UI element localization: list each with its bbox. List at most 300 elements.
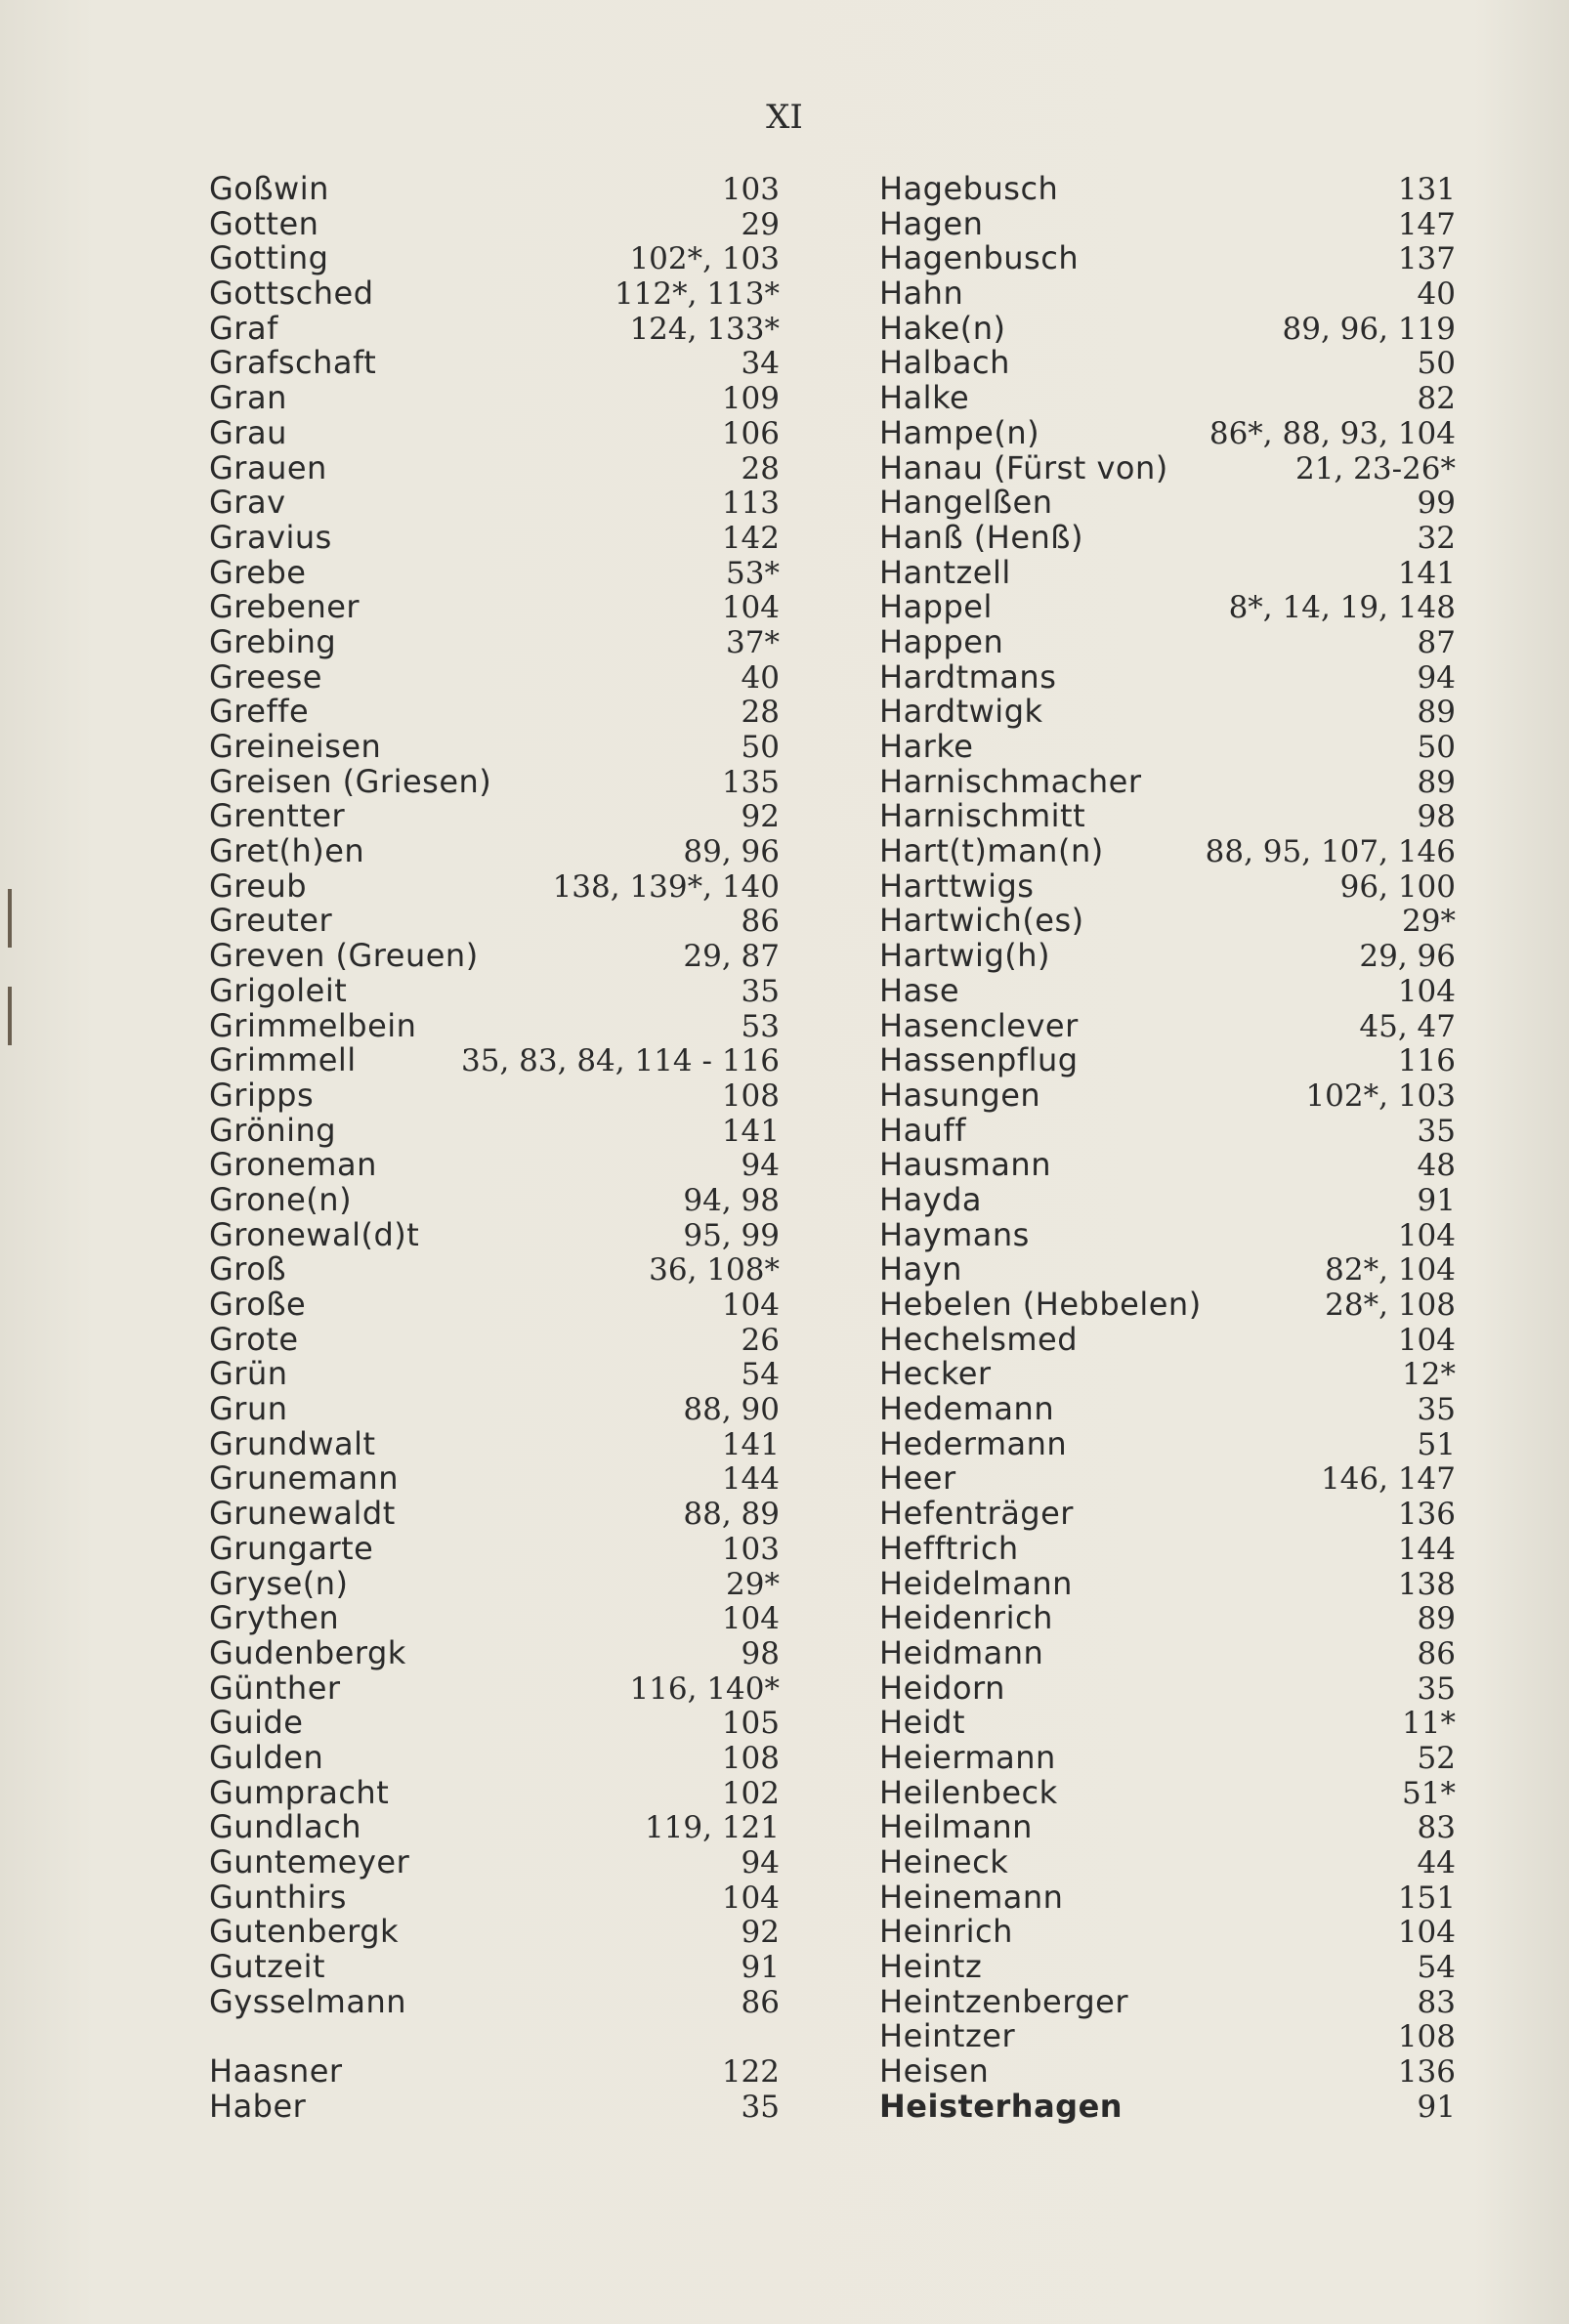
entry-name: Grimmell <box>209 1041 357 1079</box>
index-entry <box>209 1215 780 1253</box>
entry-name: Haasner <box>209 2052 343 2091</box>
index-entry <box>209 204 780 242</box>
entry-name: Heiermann <box>879 1738 1056 1776</box>
entry-name: Günther <box>209 1669 341 1707</box>
index-entry <box>879 1950 1456 1985</box>
index-entry <box>879 834 1456 869</box>
entry-name: Heilenbeck <box>879 1773 1058 1811</box>
index-entry <box>879 204 1456 242</box>
entry-name: Gundlach <box>209 1808 362 1846</box>
entry-pages: 34 <box>741 346 780 382</box>
entry-pages: 12* <box>1402 1357 1456 1393</box>
entry-name: Heinrich <box>879 1913 1013 1951</box>
entry-pages: 44 <box>1417 1845 1456 1880</box>
index-entry <box>209 486 780 521</box>
entry-name: Happen <box>879 622 1004 660</box>
index-entry <box>879 904 1456 939</box>
entry-name: Grebener <box>209 588 360 626</box>
entry-pages: 45, 47 <box>1359 1008 1456 1044</box>
entry-pages: 29, 96 <box>1359 939 1456 975</box>
entry-name: Grungarte <box>209 1529 374 1567</box>
entry-name: Grunemann <box>209 1459 400 1498</box>
index-entry <box>209 2054 780 2090</box>
entry-pages: 116 <box>1397 1043 1456 1079</box>
entry-pages: 29, 87 <box>683 939 780 975</box>
index-entry <box>209 413 780 451</box>
entry-pages: 50 <box>1417 730 1456 765</box>
entry-name: Grebe <box>209 553 307 591</box>
entry-pages: 104 <box>1397 973 1456 1009</box>
entry-pages: 35 <box>1417 1113 1456 1149</box>
index-entry <box>879 1845 1456 1880</box>
entry-name: Hagebusch <box>879 170 1059 207</box>
entry-pages: 104 <box>721 1880 780 1916</box>
entry-pages: 122 <box>721 2054 780 2091</box>
index-entry <box>209 518 780 556</box>
index-entry <box>879 1529 1456 1567</box>
entry-name: Greven (Greuen) <box>209 937 479 975</box>
entry-name: Halke <box>879 379 970 417</box>
entry-pages: 50 <box>741 730 780 765</box>
entry-pages: 94 <box>1417 659 1456 696</box>
section-gap <box>209 2019 780 2054</box>
entry-pages: 104 <box>721 1601 780 1637</box>
entry-name: Hasenclever <box>879 1006 1079 1044</box>
index-entry <box>209 1564 780 1602</box>
entry-name: Heidenrich <box>879 1599 1053 1637</box>
entry-pages: 28*, 108 <box>1325 1288 1456 1323</box>
index-entry <box>879 518 1456 556</box>
entry-pages: 54 <box>741 1357 780 1393</box>
entry-name: Grau <box>209 413 287 451</box>
entry-pages: 53 <box>741 1008 780 1044</box>
entry-pages: 106 <box>721 415 780 451</box>
index-entry <box>879 448 1456 486</box>
entry-pages: 87 <box>1417 624 1456 660</box>
entry-pages: 137 <box>1397 241 1456 277</box>
entry-name: Graf <box>209 309 278 347</box>
entry-name: Groß <box>209 1250 286 1289</box>
entry-pages: 104 <box>1397 1217 1456 1253</box>
index-entry <box>209 762 780 800</box>
entry-name: Gröning <box>209 1111 337 1149</box>
index-entry <box>879 866 1456 905</box>
index-entry <box>209 1633 780 1671</box>
entry-name: Greuter <box>209 902 333 940</box>
index-entry <box>209 1982 780 2020</box>
index-entry <box>209 346 780 381</box>
index-entry <box>209 309 780 347</box>
entry-pages: 119, 121 <box>644 1810 780 1846</box>
entry-name: Greineisen <box>209 728 382 765</box>
index-entry <box>879 1880 1456 1916</box>
entry-name: Greisen (Griesen) <box>209 762 492 800</box>
entry-pages: 89, 96 <box>683 834 780 870</box>
entry-name: Hart(t)man(n) <box>879 832 1104 870</box>
index-entry <box>879 1392 1456 1427</box>
entry-name: Gotting <box>209 239 329 277</box>
entry-pages: 86 <box>741 904 780 940</box>
index-entry <box>209 1461 780 1497</box>
entry-pages: 151 <box>1397 1880 1456 1916</box>
entry-name: Hedemann <box>879 1390 1055 1428</box>
entry-pages: 136 <box>1397 1497 1456 1533</box>
entry-pages: 28 <box>741 450 780 486</box>
entry-name: Gret(h)en <box>209 832 365 870</box>
entry-pages: 105 <box>721 1706 780 1742</box>
index-entry <box>209 1810 780 1845</box>
index-entry <box>209 971 780 1009</box>
entry-pages: 35 <box>741 973 780 1009</box>
index-entry <box>209 1424 780 1462</box>
entry-name: Hayn <box>879 1250 962 1289</box>
entry-pages: 82*, 104 <box>1325 1252 1456 1289</box>
entry-name: Gravius <box>209 518 332 556</box>
entry-name: Hefftrich <box>879 1529 1019 1567</box>
entry-pages: 138 <box>1397 1566 1456 1602</box>
entry-pages: 96, 100 <box>1339 868 1456 905</box>
entry-pages: 116, 140* <box>629 1670 780 1707</box>
entry-pages: 144 <box>1397 1531 1456 1567</box>
entry-name: Heidelmann <box>879 1564 1073 1602</box>
index-entry <box>209 172 780 207</box>
entry-name: Hartwig(h) <box>879 937 1050 975</box>
entry-name: Heineck <box>879 1843 1009 1880</box>
index-entry <box>879 695 1456 730</box>
index-entry <box>209 590 780 625</box>
entry-name: Heintz <box>879 1948 983 1986</box>
entry-name: Greese <box>209 657 322 696</box>
entry-pages: 32 <box>1417 520 1456 556</box>
index-entry <box>209 1497 780 1532</box>
entry-pages: 108 <box>721 1740 780 1776</box>
entry-pages: 146, 147 <box>1320 1461 1456 1498</box>
entry-pages: 108 <box>1397 2019 1456 2055</box>
index-entry <box>209 622 780 660</box>
index-entry <box>209 1078 780 1114</box>
entry-name: Gutenbergk <box>209 1913 400 1951</box>
entry-name: Grone(n) <box>209 1180 353 1218</box>
index-entry <box>879 2054 1456 2090</box>
entry-name: Gottsched <box>209 275 374 313</box>
entry-pages: 86 <box>741 1984 780 2020</box>
index-entry <box>879 1288 1456 1323</box>
entry-name: Heintzenberger <box>879 1982 1128 2020</box>
index-entry <box>879 1043 1456 1078</box>
entry-name: Heer <box>879 1459 956 1498</box>
entry-name: Hahn <box>879 275 964 313</box>
entry-pages: 102 <box>721 1775 780 1811</box>
index-entry <box>209 695 780 730</box>
entry-pages: 98 <box>1417 799 1456 835</box>
entry-pages: 35 <box>1417 1392 1456 1428</box>
entry-pages: 104 <box>721 1288 780 1323</box>
index-entry <box>209 1601 780 1636</box>
entry-pages: 136 <box>1397 2054 1456 2091</box>
entry-name: Hayda <box>879 1180 983 1218</box>
entry-pages: 138, 139*, 140 <box>552 868 780 905</box>
entry-pages: 88, 89 <box>683 1497 780 1533</box>
entry-pages: 112*, 113* <box>614 276 780 313</box>
entry-pages: 99 <box>1417 486 1456 522</box>
entry-pages: 124, 133* <box>629 311 780 347</box>
entry-name: Grentter <box>209 797 346 835</box>
entry-name: Hausmann <box>879 1146 1051 1184</box>
entry-name: Gudenbergk <box>209 1633 406 1671</box>
entry-name: Heidorn <box>879 1669 1005 1707</box>
index-entry <box>209 799 780 834</box>
index-entry <box>879 486 1456 521</box>
entry-pages: 142 <box>721 520 780 556</box>
entry-name: Gulden <box>209 1738 324 1776</box>
index-entry <box>879 799 1456 834</box>
index-entry <box>209 834 780 869</box>
entry-pages: 36, 108* <box>649 1252 780 1289</box>
entry-pages: 51 <box>1417 1426 1456 1462</box>
index-entry <box>209 2090 780 2125</box>
index-entry <box>209 1320 780 1358</box>
entry-pages: 141 <box>721 1426 780 1462</box>
entry-name: Hauff <box>879 1111 966 1149</box>
index-entry <box>209 1288 780 1323</box>
entry-name: Hartwich(es) <box>879 902 1084 940</box>
index-entry <box>879 762 1456 800</box>
index-entry <box>879 346 1456 381</box>
margin-mark <box>8 987 12 1045</box>
entry-name: Guide <box>209 1704 304 1742</box>
entry-pages: 91 <box>1417 2089 1456 2125</box>
index-entry <box>209 241 780 276</box>
entry-name: Grauen <box>209 448 327 486</box>
entry-name: Goßwin <box>209 170 329 207</box>
entry-name: Greub <box>209 866 308 905</box>
index-entry <box>879 1773 1456 1811</box>
entry-pages: 141 <box>721 1113 780 1149</box>
index-entry <box>879 1148 1456 1183</box>
entry-pages: 89 <box>1417 764 1456 800</box>
entry-name: Grote <box>209 1320 299 1358</box>
index-entry <box>209 939 780 974</box>
entry-pages: 89, 96, 119 <box>1282 311 1456 347</box>
entry-pages: 88, 95, 107, 146 <box>1205 834 1456 870</box>
index-entry <box>879 1982 1456 2020</box>
index-entry <box>209 1773 780 1811</box>
entry-name: Harnischmitt <box>879 797 1086 835</box>
entry-name: Haber <box>209 2088 307 2126</box>
index-entry <box>879 590 1456 625</box>
index-entry <box>209 448 780 486</box>
entry-pages: 102*, 103 <box>1305 1077 1456 1114</box>
entry-name: Hake(n) <box>879 309 1006 347</box>
entry-pages: 88, 90 <box>683 1392 780 1428</box>
entry-name: Harke <box>879 728 974 765</box>
index-entry <box>879 1497 1456 1532</box>
index-entry <box>879 1424 1456 1462</box>
index-entry <box>879 1915 1456 1950</box>
entry-name: Gunthirs <box>209 1878 347 1916</box>
entry-name: Groneman <box>209 1146 377 1184</box>
entry-pages: 54 <box>1417 1950 1456 1986</box>
entry-pages: 86*, 88, 93, 104 <box>1209 415 1456 451</box>
index-entry <box>209 1880 780 1916</box>
entry-name: Grebing <box>209 622 337 660</box>
entry-pages: 131 <box>1397 172 1456 207</box>
entry-name: Hangelßen <box>879 484 1053 522</box>
entry-name: Grafschaft <box>209 344 377 382</box>
index-entry <box>879 1738 1456 1776</box>
entry-pages: 35 <box>741 2090 780 2126</box>
entry-name: Harnischmacher <box>879 762 1142 800</box>
entry-name: Hagen <box>879 204 984 242</box>
entry-name: Große <box>209 1286 307 1323</box>
entry-name: Hedermann <box>879 1424 1068 1462</box>
index-entry <box>879 1252 1456 1288</box>
entry-name: Gryse(n) <box>209 1564 349 1602</box>
entry-pages: 103 <box>721 1531 780 1567</box>
page-number: XI <box>766 98 803 137</box>
entry-pages: 48 <box>1417 1148 1456 1184</box>
entry-name: Hanß (Henß) <box>879 518 1083 556</box>
index-entry <box>209 730 780 765</box>
index-entry <box>209 1111 780 1149</box>
index-entry <box>209 904 780 939</box>
entry-name: Harttwigs <box>879 866 1035 905</box>
entry-pages: 50 <box>1417 346 1456 382</box>
entry-name: Hardtmans <box>879 657 1057 696</box>
index-entry <box>879 241 1456 276</box>
index-entry <box>879 622 1456 660</box>
index-entry <box>879 1111 1456 1149</box>
entry-pages: 8*, 14, 19, 148 <box>1228 590 1456 626</box>
entry-pages: 147 <box>1397 206 1456 242</box>
index-entry <box>209 1006 780 1044</box>
index-entry <box>879 1633 1456 1671</box>
entry-pages: 135 <box>721 764 780 800</box>
entry-pages: 26 <box>741 1322 780 1358</box>
index-entry <box>879 1671 1456 1707</box>
entry-name: Heisen <box>879 2052 990 2091</box>
index-entry <box>209 866 780 905</box>
entry-name: Grav <box>209 484 286 522</box>
entry-name: Grimmelbein <box>209 1006 417 1044</box>
entry-pages: 40 <box>741 659 780 696</box>
entry-pages: 35, 83, 84, 114 - 116 <box>461 1043 780 1079</box>
entry-name: Hase <box>879 971 960 1009</box>
entry-name: Hanau (Fürst von) <box>879 448 1168 486</box>
index-entry <box>209 1043 780 1078</box>
entry-name: Greffe <box>209 693 310 731</box>
entry-name: Gotten <box>209 204 319 242</box>
index-entry <box>209 553 780 591</box>
entry-pages: 83 <box>1417 1984 1456 2020</box>
entry-pages: 35 <box>1417 1670 1456 1707</box>
entry-pages: 104 <box>721 590 780 626</box>
entry-name: Hechelsmed <box>879 1320 1079 1358</box>
entry-name: Hassenpflug <box>879 1041 1079 1079</box>
entry-pages: 98 <box>741 1635 780 1671</box>
entry-name: Hagenbusch <box>879 239 1080 277</box>
index-entry <box>209 1252 780 1288</box>
entry-pages: 29* <box>726 1566 780 1602</box>
index-entry <box>209 381 780 416</box>
index-entry <box>209 657 780 696</box>
index-entry <box>879 309 1456 347</box>
index-entry <box>879 971 1456 1009</box>
entry-pages: 109 <box>721 381 780 417</box>
entry-name: Guntemeyer <box>209 1843 410 1880</box>
entry-pages: 104 <box>1397 1322 1456 1358</box>
index-entry <box>879 1320 1456 1358</box>
entry-name: Heidt <box>879 1704 965 1742</box>
index-entry <box>209 1180 780 1218</box>
entry-name: Hantzell <box>879 553 1011 591</box>
index-entry <box>879 657 1456 696</box>
index-entry <box>879 172 1456 207</box>
entry-pages: 92 <box>741 1915 780 1951</box>
entry-name: Gripps <box>209 1076 315 1114</box>
entry-name: Happel <box>879 588 993 626</box>
entry-pages: 91 <box>741 1950 780 1986</box>
entry-name: Gran <box>209 379 287 417</box>
entry-pages: 92 <box>741 799 780 835</box>
index-entry <box>879 1564 1456 1602</box>
entry-pages: 89 <box>1417 1601 1456 1637</box>
index-column-left <box>209 172 780 2125</box>
index-entry <box>879 1006 1456 1044</box>
entry-pages: 95, 99 <box>683 1217 780 1253</box>
index-entry <box>209 1671 780 1707</box>
index-entry <box>879 2019 1456 2054</box>
entry-pages: 108 <box>721 1077 780 1114</box>
entry-pages: 52 <box>1417 1740 1456 1776</box>
entry-pages: 94, 98 <box>683 1182 780 1218</box>
index-entry <box>879 939 1456 974</box>
index-entry <box>879 1461 1456 1497</box>
entry-pages: 28 <box>741 695 780 731</box>
entry-name: Grün <box>209 1355 288 1393</box>
entry-pages: 94 <box>741 1148 780 1184</box>
entry-pages: 21, 23-26* <box>1294 450 1456 486</box>
entry-name: Grigoleit <box>209 971 348 1009</box>
entry-pages: 51* <box>1402 1775 1456 1811</box>
index-column-right <box>879 172 1456 2125</box>
index-entry <box>879 1215 1456 1253</box>
entry-name: Gumpracht <box>209 1773 390 1811</box>
index-entry <box>879 730 1456 765</box>
index-entry <box>209 1845 780 1880</box>
entry-pages: 82 <box>1417 381 1456 417</box>
entry-pages: 113 <box>721 486 780 522</box>
entry-pages: 29* <box>1402 904 1456 940</box>
index-entry <box>209 276 780 312</box>
index-entry <box>879 2087 1456 2125</box>
entry-name: Halbach <box>879 344 1010 382</box>
index-entry <box>879 1357 1456 1392</box>
entry-pages: 37* <box>726 624 780 660</box>
entry-name: Hebelen (Hebbelen) <box>879 1286 1202 1323</box>
index-entry <box>209 1529 780 1567</box>
index-entry <box>209 1915 780 1950</box>
entry-name: Hardtwigk <box>879 693 1043 731</box>
entry-pages: 86 <box>1417 1635 1456 1671</box>
entry-name: Gutzeit <box>209 1948 326 1986</box>
index-entry <box>209 1950 780 1985</box>
entry-pages: 91 <box>1417 1182 1456 1218</box>
index-entry <box>879 276 1456 312</box>
entry-name: Hampe(n) <box>879 413 1040 451</box>
entry-name: Grun <box>209 1390 288 1428</box>
index-entry <box>209 1357 780 1392</box>
